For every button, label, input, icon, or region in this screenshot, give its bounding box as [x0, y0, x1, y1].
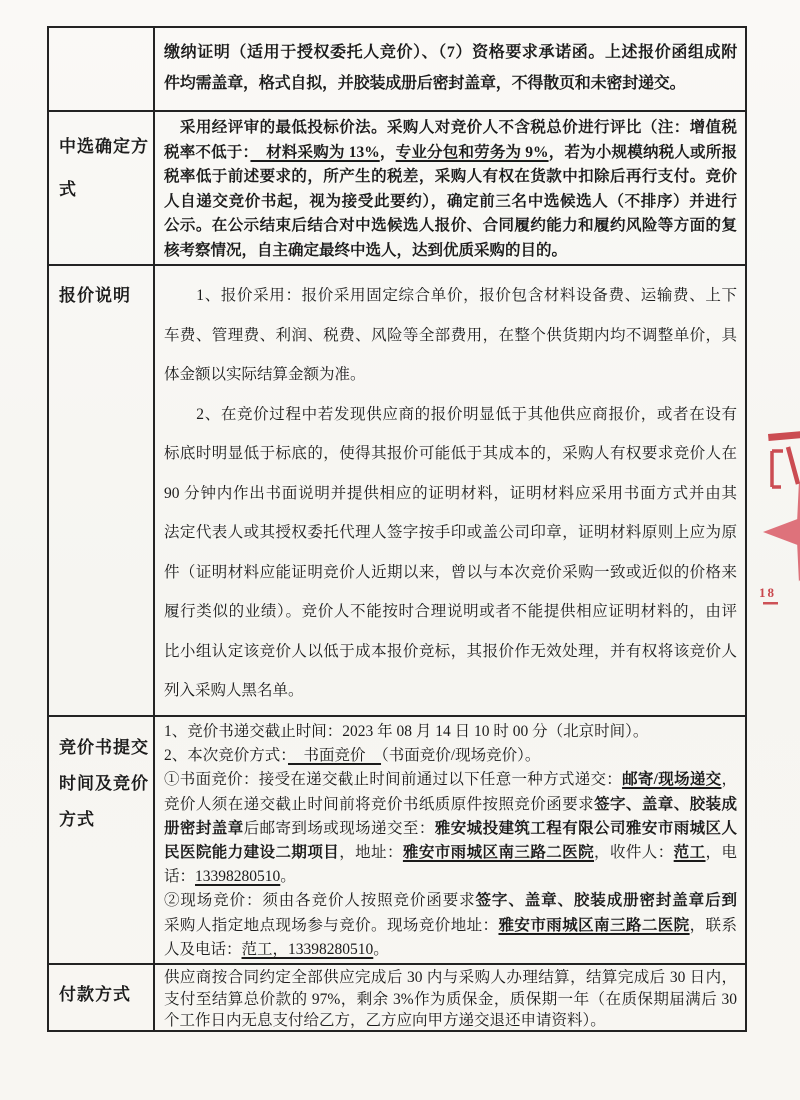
text-run: 人自递交竞价书起，视为接受此要约），确定前三名中选候选人（不排序）并进行: [164, 192, 737, 210]
row-label-text: 付款方式: [59, 985, 131, 1004]
text-run: （书面竞价/现场竞价）。: [381, 747, 541, 765]
stamp-star-shape: [763, 483, 800, 582]
row-label-cell: [49, 112, 155, 264]
text-run: 话：: [164, 868, 196, 886]
text-run: 签字、盖章、胶装成: [594, 795, 737, 813]
text-run: 书面竞价: [288, 747, 382, 765]
content-text-line: [164, 744, 737, 768]
content-text-line: [164, 989, 737, 1011]
content-text-line: [164, 793, 737, 817]
text-run: 1、报价采用：报价采用固定综合单价，报价包含材料设备费、运输费、上下: [164, 287, 737, 304]
text-run: 材料采购为 13%: [250, 143, 380, 161]
text-run: ，联系: [689, 916, 737, 934]
text-run: 税率不低于：: [164, 143, 251, 161]
content-text-line: [164, 239, 737, 264]
row-label-text: 方式: [59, 810, 95, 829]
content-text-line: [164, 316, 737, 356]
content-text-line: [164, 141, 737, 166]
contract-terms-table: [47, 26, 747, 1032]
text-run: 采用经评审的最低投标价法。采购人对竞价人不含税总价进行评比（注：增值税: [164, 119, 737, 136]
content-text-line: [164, 632, 737, 672]
text-run: 履行类似的业绩）。竞价人不能按时合理说明或者不能提供相应证明材料的，由评: [164, 603, 737, 620]
stamp-number: 18: [759, 585, 776, 600]
text-run: 90 分钟内作出书面说明并提供相应的证明材料，证明材料应采用书面方式并由其: [164, 484, 737, 502]
text-run: ，: [379, 143, 396, 161]
text-run: 。: [280, 868, 296, 886]
content-text-line: [164, 938, 737, 962]
text-run: 范工，13398280510: [241, 940, 374, 958]
content-text-line: [164, 865, 737, 889]
text-run: 13398280510: [195, 868, 281, 886]
text-run: 。: [373, 940, 389, 958]
row-label-cell: [49, 965, 155, 1030]
content-text-line: [164, 967, 737, 989]
content-text-line: [164, 671, 737, 711]
text-run: 人及电话：: [164, 940, 242, 958]
row-label-text: 报价说明: [59, 286, 131, 305]
table-row: [49, 963, 745, 1030]
text-run: 2、本次竞价方式：: [164, 747, 289, 765]
content-text-line: [164, 914, 737, 938]
table-row: [49, 264, 745, 715]
row-content-cell: [155, 717, 745, 963]
text-run: 2、在竞价过程中若发现供应商的报价明显低于其他供应商报价，或者在设有: [164, 405, 737, 423]
row-content-cell: [155, 112, 745, 264]
content-text-line: [164, 553, 737, 593]
row-label-cell: [49, 28, 155, 110]
text-run: 车费、管理费、利润、税费、风险等全部费用，在整个供货期内均不调整单价，具: [164, 326, 737, 344]
content-text-line: [164, 355, 737, 395]
row-content-cell: [155, 266, 745, 715]
row-label-text: 中选确定方: [59, 137, 149, 156]
row-content-cell: [155, 965, 745, 1030]
content-text-line: [164, 395, 737, 435]
text-run: 册密封盖章: [164, 819, 244, 837]
text-run: 1、竞价书递交截止时间：2023 年 08 月 14 日 10 时 00 分（北京时间）。: [164, 723, 649, 740]
content-text-line: [164, 720, 737, 744]
text-run: 体金额以实际结算金额为准。: [164, 366, 366, 383]
text-run: 专业分包和劳务为 9%: [395, 143, 549, 161]
text-run: 支付至结算总价款的 97%，剩余 3%作为质保金，质保期一年（在质保期届满后 30: [164, 990, 737, 1008]
text-run: 邮寄/现场递交: [622, 771, 722, 789]
text-run: ，收件人：: [594, 844, 674, 862]
content-text-line: [164, 214, 737, 239]
text-run: 缴纳证明（适用于授权委托人竞价）、（7）资格要求承诺函。上述报价函组成附: [164, 44, 737, 61]
content-text-line: [164, 165, 737, 190]
table-row: [49, 715, 745, 963]
content-text-line: [164, 889, 737, 913]
table-row: [49, 110, 745, 264]
text-run: ，若为小规模纳税人或所报: [548, 143, 737, 161]
text-run: 签字、盖章、胶装成册密封盖章后到: [475, 892, 737, 910]
row-label-text: 竞价书提交: [59, 738, 149, 757]
content-text-line: [164, 434, 737, 474]
text-run: ，电: [705, 844, 737, 862]
text-run: 雅安城投建筑工程有限公司雅安市雨城区人: [434, 819, 737, 837]
content-text-line: [164, 474, 737, 514]
text-run: 采购人指定地点现场参与竞价。现场竞价地址：: [164, 916, 499, 934]
text-run: 件（证明材料应能证明竞价人近期以来，曾以与本次竞价采购一致或近似的价格来: [164, 563, 737, 581]
content-text-line: [164, 513, 737, 553]
content-text-line: [164, 276, 737, 316]
content-text-line: [164, 116, 737, 141]
row-label-cell: [49, 717, 155, 963]
text-run: 雅安市雨城区南三路二医院: [402, 844, 595, 862]
text-run: 后邮寄到场或现场递交至：: [243, 819, 435, 837]
text-run: 核考察情况，自主确定最终中选人，达到优质采购的目的。: [164, 241, 568, 259]
text-run: 供应商按合同约定全部供应完成后 30 内与采购人办理结算，结算完成后 30 日内，: [164, 969, 737, 986]
text-run: 标底时明显低于标底的，使得其报价可能低于其成本的，采购人有权要求竞价人在: [164, 445, 737, 462]
content-text-line: [164, 190, 737, 215]
text-run: 竞价人须在递交截止时间前将竞价书纸质原件按照竞价函要求: [164, 795, 595, 813]
row-label-text: 式: [59, 180, 77, 199]
content-text-line: [164, 1010, 737, 1030]
content-text-line: [164, 768, 737, 792]
row-content-cell: [155, 28, 745, 110]
content-text-line: [164, 37, 737, 68]
content-text-line: [164, 817, 737, 841]
text-run: 个工作日内无息支付给乙方，乙方应向甲方递交退还申请资料）。: [164, 1012, 606, 1029]
text-run: 雅安市雨城区南三路二医院: [498, 916, 690, 934]
text-run: 民医院能力建设二期项目: [164, 844, 340, 862]
text-run: 件均需盖章，格式自拟，并胶装成册后密封盖章，不得散页和未密封递交。: [164, 75, 686, 92]
red-stamp-icon: [755, 420, 800, 620]
text-run: 范工: [673, 844, 706, 862]
table-row: [49, 28, 745, 110]
text-run: 公示。在公示结束后结合对中选候选人报价、合同履约能力和履约风险等方面的复: [164, 217, 737, 234]
row-label-text: 时间及竞价: [59, 774, 149, 793]
text-run: 比小组认定该竞价人以低于成本报价竞标，其报价作无效处理，并有权将该竞价人: [164, 642, 737, 660]
text-run: 法定代表人或其授权委托代理人签字按手印或盖公司印章，证明材料原则上应为原: [164, 524, 737, 541]
row-label-cell: [49, 266, 155, 715]
content-text-line: [164, 68, 737, 99]
content-text-line: [164, 592, 737, 632]
text-run: 税率低于前述要求的，所产生的税差，采购人有权在货款中扣除后再行支付。竞价: [164, 168, 737, 185]
text-run: ，: [721, 771, 737, 789]
text-run: 列入采购人黑名单。: [164, 682, 304, 699]
text-run: ①书面竞价：接受在递交截止时间前通过以下任意一种方式递交：: [164, 771, 623, 789]
text-run: ②现场竞价：须由各竞价人按照竞价函要求: [164, 892, 476, 910]
content-text-line: [164, 841, 737, 865]
text-run: ，地址：: [339, 844, 403, 862]
